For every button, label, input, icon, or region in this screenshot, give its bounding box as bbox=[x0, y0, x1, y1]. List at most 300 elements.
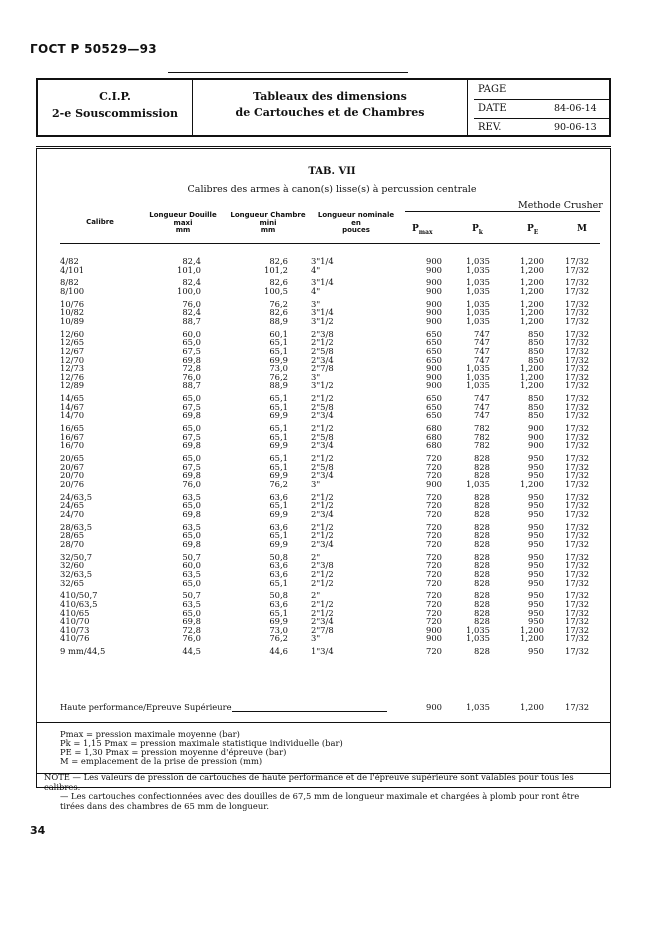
chambre-cell: 65,1 bbox=[269, 530, 288, 541]
pe-cell: 850 bbox=[528, 346, 544, 356]
calibre-cell: 14/67 bbox=[60, 401, 85, 412]
m-cell: 17/32 bbox=[565, 440, 590, 451]
pmax-cell: 650 bbox=[426, 410, 442, 421]
calibre-cell: 8/100 bbox=[60, 286, 85, 296]
pe-cell: 950 bbox=[528, 607, 544, 618]
legend-pe: PE = 1,30 Pmax = pression moyenne d'épreuve (bar) bbox=[60, 747, 287, 757]
m-cell: 17/32 bbox=[565, 453, 590, 464]
douille-cell: 69,8 bbox=[182, 470, 201, 481]
table-row bbox=[0, 579, 664, 588]
pmax-cell: 900 bbox=[426, 633, 442, 644]
pe-cell: 850 bbox=[528, 393, 544, 404]
pe-cell: 950 bbox=[528, 646, 544, 657]
pe-cell: 900 bbox=[528, 440, 544, 451]
m-cell: 17/32 bbox=[565, 530, 590, 541]
m-cell: 17/32 bbox=[565, 431, 590, 442]
douille-cell: 69,8 bbox=[182, 616, 201, 627]
m-cell: 17/32 bbox=[565, 380, 590, 391]
chambre-cell: 69,9 bbox=[269, 539, 288, 549]
method-label: Methode Crusher bbox=[518, 200, 603, 211]
douille-cell: 76,0 bbox=[182, 479, 201, 489]
calibre-cell: 28/65 bbox=[60, 530, 85, 541]
chambre-cell: 63,6 bbox=[269, 569, 288, 579]
m-cell: 17/32 bbox=[565, 328, 590, 339]
nominale-cell: 3" bbox=[311, 479, 321, 489]
m-cell: 17/32 bbox=[565, 423, 590, 434]
m-cell: 17/32 bbox=[565, 646, 590, 657]
nominale-cell: 2"5/8 bbox=[311, 401, 334, 412]
douille-cell: 63,5 bbox=[182, 569, 201, 579]
m-cell: 17/32 bbox=[565, 616, 590, 627]
calibre-cell: 410/50,7 bbox=[60, 590, 98, 601]
standard-code: ГОСТ Р 50529—93 bbox=[30, 42, 157, 56]
calibre-cell: 14/65 bbox=[60, 393, 85, 404]
chambre-cell: 50,8 bbox=[269, 551, 288, 562]
chambre-cell: 76,2 bbox=[269, 479, 288, 489]
legend-pmax: Pmax = pression maximale moyenne (bar) bbox=[60, 729, 240, 739]
nominale-cell: 2"7/8 bbox=[311, 624, 334, 635]
pk-cell: 828 bbox=[474, 470, 490, 481]
performance-pmax: 900 bbox=[426, 702, 442, 712]
chambre-cell: 65,1 bbox=[269, 337, 288, 348]
pe-cell: 950 bbox=[528, 577, 544, 588]
douille-cell: 82,4 bbox=[182, 307, 201, 318]
pe-cell: 950 bbox=[528, 461, 544, 472]
calibre-cell: 12/70 bbox=[60, 354, 85, 365]
pmax-cell: 720 bbox=[426, 509, 442, 519]
m-cell: 17/32 bbox=[565, 286, 590, 296]
pmax-cell: 680 bbox=[426, 423, 442, 434]
calibre-cell: 20/67 bbox=[60, 461, 85, 472]
org-name: C.I.P. bbox=[99, 90, 131, 103]
pmax-cell: 900 bbox=[426, 264, 442, 275]
pe-cell: 950 bbox=[528, 491, 544, 502]
chambre-cell: 44,6 bbox=[269, 646, 288, 657]
nominale-cell: 2"1/2 bbox=[311, 569, 334, 579]
nominale-cell: 2"3/4 bbox=[311, 616, 334, 627]
douille-cell: 67,5 bbox=[182, 346, 201, 356]
pmax-cell: 900 bbox=[426, 363, 442, 374]
chambre-cell: 100,5 bbox=[264, 286, 288, 296]
chambre-cell: 88,9 bbox=[269, 380, 288, 391]
table-row bbox=[0, 381, 664, 390]
pk-cell: 782 bbox=[474, 431, 490, 442]
pmax-cell: 720 bbox=[426, 530, 442, 541]
pmax-cell: 720 bbox=[426, 590, 442, 601]
chambre-cell: 101,2 bbox=[264, 264, 288, 275]
nominale-cell: 3"1/4 bbox=[311, 256, 334, 266]
m-cell: 17/32 bbox=[565, 509, 590, 519]
calibre-cell: 10/82 bbox=[60, 307, 85, 318]
pe-cell: 950 bbox=[528, 590, 544, 601]
douille-cell: 101,0 bbox=[177, 264, 201, 275]
m-cell: 17/32 bbox=[565, 307, 590, 318]
table-subtitle: Calibres des armes à canon(s) lisse(s) à percussion centrale bbox=[187, 184, 477, 195]
douille-cell: 65,0 bbox=[182, 577, 201, 588]
nominale-cell: 2"1/2 bbox=[311, 491, 334, 502]
pe-cell: 950 bbox=[528, 470, 544, 481]
table-row bbox=[0, 634, 664, 643]
pe-cell: 900 bbox=[528, 423, 544, 434]
douille-cell: 65,0 bbox=[182, 530, 201, 541]
calibre-cell: 12/89 bbox=[60, 380, 85, 391]
pk-cell: 828 bbox=[474, 521, 490, 532]
pmax-cell: 720 bbox=[426, 551, 442, 562]
chambre-cell: 65,1 bbox=[269, 461, 288, 472]
col-header-m: M bbox=[577, 224, 587, 234]
pk-cell: 1,035 bbox=[466, 380, 490, 391]
header-title-line2: de Cartouches et de Chambres bbox=[235, 106, 425, 119]
douille-cell: 76,0 bbox=[182, 371, 201, 382]
pk-cell: 1,035 bbox=[466, 624, 490, 635]
nominale-cell: 3"1/4 bbox=[311, 277, 334, 288]
col-header-chambre: Longueur Chambre mini mm bbox=[230, 211, 306, 234]
nominale-cell: 2"3/4 bbox=[311, 539, 334, 549]
nominale-cell: 2"7/8 bbox=[311, 363, 334, 374]
calibre-cell: 410/70 bbox=[60, 616, 90, 627]
douille-cell: 76,0 bbox=[182, 298, 201, 309]
calibre-cell: 8/82 bbox=[60, 277, 79, 288]
page-number: 34 bbox=[30, 824, 46, 837]
pe-cell: 850 bbox=[528, 410, 544, 421]
col-header-calibre: Calibre bbox=[86, 218, 114, 226]
chambre-cell: 63,6 bbox=[269, 599, 288, 609]
pmax-cell: 720 bbox=[426, 569, 442, 579]
calibre-cell: 28/70 bbox=[60, 539, 85, 549]
chambre-cell: 69,9 bbox=[269, 470, 288, 481]
calibre-cell: 20/76 bbox=[60, 479, 85, 489]
pe-cell: 850 bbox=[528, 401, 544, 412]
chambre-cell: 65,1 bbox=[269, 607, 288, 618]
m-cell: 17/32 bbox=[565, 599, 590, 609]
m-cell: 17/32 bbox=[565, 316, 590, 326]
douille-cell: 88,7 bbox=[182, 316, 201, 326]
m-cell: 17/32 bbox=[565, 277, 590, 288]
pk-cell: 828 bbox=[474, 646, 490, 657]
pe-cell: 950 bbox=[528, 599, 544, 609]
chambre-cell: 76,2 bbox=[269, 633, 288, 644]
m-cell: 17/32 bbox=[565, 410, 590, 421]
calibre-cell: 14/70 bbox=[60, 410, 85, 421]
calibre-cell: 410/76 bbox=[60, 633, 90, 644]
m-cell: 17/32 bbox=[565, 354, 590, 365]
nominale-cell: 2"1/2 bbox=[311, 607, 334, 618]
douille-cell: 82,4 bbox=[182, 277, 201, 288]
pk-cell: 828 bbox=[474, 590, 490, 601]
chambre-cell: 69,9 bbox=[269, 440, 288, 451]
calibre-cell: 9 mm/44,5 bbox=[60, 646, 106, 657]
calibre-cell: 12/76 bbox=[60, 371, 85, 382]
pe-cell: 850 bbox=[528, 354, 544, 365]
pmax-cell: 650 bbox=[426, 354, 442, 365]
pe-cell: 1,200 bbox=[520, 286, 544, 296]
col-header-nominale: Longueur nominale en pouces bbox=[317, 211, 395, 234]
pk-cell: 1,035 bbox=[466, 264, 490, 275]
table-row bbox=[0, 317, 664, 326]
chambre-cell: 88,9 bbox=[269, 316, 288, 326]
nominale-cell: 3" bbox=[311, 371, 321, 382]
chambre-cell: 73,0 bbox=[269, 363, 288, 374]
chambre-cell: 82,6 bbox=[269, 277, 288, 288]
pe-cell: 950 bbox=[528, 560, 544, 571]
pk-cell: 1,035 bbox=[466, 316, 490, 326]
nominale-cell: 2"1/2 bbox=[311, 599, 334, 609]
nominale-cell: 2"3/4 bbox=[311, 470, 334, 481]
calibre-cell: 12/67 bbox=[60, 346, 85, 356]
douille-cell: 65,0 bbox=[182, 393, 201, 404]
pe-cell: 1,200 bbox=[520, 256, 544, 266]
subcommission: 2-e Souscommission bbox=[52, 107, 178, 120]
douille-cell: 69,8 bbox=[182, 410, 201, 421]
douille-cell: 67,5 bbox=[182, 401, 201, 412]
performance-pe: 1,200 bbox=[520, 702, 544, 712]
douille-cell: 100,0 bbox=[177, 286, 201, 296]
m-cell: 17/32 bbox=[565, 607, 590, 618]
pk-cell: 828 bbox=[474, 560, 490, 571]
pk-cell: 828 bbox=[474, 530, 490, 541]
table-row bbox=[0, 266, 664, 275]
nominale-cell: 3" bbox=[311, 298, 321, 309]
calibre-cell: 32/65 bbox=[60, 577, 85, 588]
nominale-cell: 3"1/2 bbox=[311, 316, 334, 326]
calibre-cell: 32/50,7 bbox=[60, 551, 93, 562]
nominale-cell: 2"1/2 bbox=[311, 530, 334, 541]
pmax-cell: 720 bbox=[426, 491, 442, 502]
m-cell: 17/32 bbox=[565, 560, 590, 571]
table-row bbox=[0, 647, 664, 656]
m-cell: 17/32 bbox=[565, 577, 590, 588]
pe-cell: 850 bbox=[528, 328, 544, 339]
calibre-cell: 24/63,5 bbox=[60, 491, 93, 502]
m-cell: 17/32 bbox=[565, 461, 590, 472]
pk-cell: 828 bbox=[474, 509, 490, 519]
chambre-cell: 76,2 bbox=[269, 371, 288, 382]
chambre-cell: 60,1 bbox=[269, 328, 288, 339]
pk-cell: 747 bbox=[474, 354, 490, 365]
douille-cell: 69,8 bbox=[182, 440, 201, 451]
m-cell: 17/32 bbox=[565, 363, 590, 374]
douille-cell: 60,0 bbox=[182, 328, 201, 339]
chambre-cell: 65,1 bbox=[269, 346, 288, 356]
chambre-cell: 65,1 bbox=[269, 500, 288, 511]
pk-cell: 828 bbox=[474, 569, 490, 579]
chambre-cell: 69,9 bbox=[269, 509, 288, 519]
douille-cell: 88,7 bbox=[182, 380, 201, 391]
pmax-cell: 650 bbox=[426, 346, 442, 356]
pk-cell: 828 bbox=[474, 539, 490, 549]
pe-cell: 1,200 bbox=[520, 264, 544, 275]
pk-cell: 747 bbox=[474, 401, 490, 412]
m-cell: 17/32 bbox=[565, 371, 590, 382]
douille-cell: 44,5 bbox=[182, 646, 201, 657]
chambre-cell: 76,2 bbox=[269, 298, 288, 309]
nominale-cell: 2"1/2 bbox=[311, 453, 334, 464]
pk-cell: 828 bbox=[474, 607, 490, 618]
pe-cell: 950 bbox=[528, 530, 544, 541]
calibre-cell: 16/70 bbox=[60, 440, 85, 451]
douille-cell: 76,0 bbox=[182, 633, 201, 644]
calibre-cell: 4/101 bbox=[60, 264, 85, 275]
m-cell: 17/32 bbox=[565, 479, 590, 489]
calibre-cell: 12/73 bbox=[60, 363, 85, 374]
pe-cell: 1,200 bbox=[520, 363, 544, 374]
calibre-cell: 10/76 bbox=[60, 298, 85, 309]
calibre-cell: 32/63,5 bbox=[60, 569, 93, 579]
pmax-cell: 720 bbox=[426, 453, 442, 464]
nominale-cell: 2"5/8 bbox=[311, 461, 334, 472]
douille-cell: 82,4 bbox=[182, 256, 201, 266]
douille-cell: 63,5 bbox=[182, 521, 201, 532]
calibre-cell: 20/65 bbox=[60, 453, 85, 464]
pe-cell: 950 bbox=[528, 539, 544, 549]
nominale-cell: 2"5/8 bbox=[311, 346, 334, 356]
footer-separator bbox=[36, 722, 611, 723]
pe-cell: 1,200 bbox=[520, 633, 544, 644]
pk-cell: 1,035 bbox=[466, 371, 490, 382]
calibre-cell: 410/63,5 bbox=[60, 599, 98, 609]
pe-cell: 950 bbox=[528, 521, 544, 532]
douille-cell: 69,8 bbox=[182, 509, 201, 519]
pe-cell: 950 bbox=[528, 453, 544, 464]
pmax-cell: 900 bbox=[426, 286, 442, 296]
m-cell: 17/32 bbox=[565, 298, 590, 309]
pk-cell: 1,035 bbox=[466, 277, 490, 288]
note-block bbox=[44, 773, 604, 811]
calibre-cell: 12/65 bbox=[60, 337, 85, 348]
pmax-cell: 720 bbox=[426, 646, 442, 657]
nominale-cell: 2"3/4 bbox=[311, 354, 334, 365]
col-header-pe: $P_E$ bbox=[527, 224, 539, 236]
chambre-cell: 82,6 bbox=[269, 256, 288, 266]
chambre-cell: 65,1 bbox=[269, 453, 288, 464]
pk-cell: 828 bbox=[474, 453, 490, 464]
pk-cell: 1,035 bbox=[466, 633, 490, 644]
pe-cell: 850 bbox=[528, 337, 544, 348]
pk-cell: 1,035 bbox=[466, 307, 490, 318]
pe-cell: 1,200 bbox=[520, 316, 544, 326]
table-row bbox=[0, 540, 664, 549]
date-value: 84-06-14 bbox=[554, 103, 597, 114]
nominale-cell: 2"1/2 bbox=[311, 393, 334, 404]
pk-cell: 782 bbox=[474, 440, 490, 451]
pmax-cell: 680 bbox=[426, 440, 442, 451]
col-header-pk: $P_k$ bbox=[472, 224, 483, 236]
nominale-cell: 2"3/4 bbox=[311, 509, 334, 519]
performance-label: Haute performance/Epreuve Supérieure bbox=[60, 702, 232, 712]
pe-cell: 1,200 bbox=[520, 307, 544, 318]
table-row bbox=[0, 441, 664, 450]
pmax-cell: 900 bbox=[426, 307, 442, 318]
pk-cell: 828 bbox=[474, 577, 490, 588]
pmax-cell: 720 bbox=[426, 521, 442, 532]
nominale-cell: 3" bbox=[311, 633, 321, 644]
douille-cell: 72,8 bbox=[182, 363, 201, 374]
douille-cell: 69,8 bbox=[182, 354, 201, 365]
chambre-cell: 69,9 bbox=[269, 616, 288, 627]
nominale-cell: 4" bbox=[311, 286, 321, 296]
table-row bbox=[0, 287, 664, 296]
header-title-line1: Tableaux des dimensions bbox=[253, 90, 407, 103]
col-header-pmax: $P_{max}$ bbox=[412, 224, 433, 236]
calibre-cell: 32/60 bbox=[60, 560, 85, 571]
m-cell: 17/32 bbox=[565, 264, 590, 275]
note-line-1: NOTE — Les valeurs de pression de cartouches de haute performance et de l'épreuve supérieure sont valables pour tous les calibres. bbox=[44, 772, 574, 792]
m-cell: 17/32 bbox=[565, 551, 590, 562]
pk-cell: 1,035 bbox=[466, 479, 490, 489]
nominale-cell: 2"3/4 bbox=[311, 410, 334, 421]
pmax-cell: 720 bbox=[426, 500, 442, 511]
pe-cell: 1,200 bbox=[520, 479, 544, 489]
m-cell: 17/32 bbox=[565, 624, 590, 635]
m-cell: 17/32 bbox=[565, 491, 590, 502]
pk-cell: 828 bbox=[474, 551, 490, 562]
performance-pk: 1,035 bbox=[466, 702, 490, 712]
nominale-cell: 2"3/8 bbox=[311, 328, 334, 339]
calibre-cell: 16/67 bbox=[60, 431, 85, 442]
pe-cell: 950 bbox=[528, 509, 544, 519]
douille-cell: 50,7 bbox=[182, 590, 201, 601]
m-cell: 17/32 bbox=[565, 633, 590, 644]
pmax-cell: 720 bbox=[426, 461, 442, 472]
legend-m: M = emplacement de la prise de pression (mm) bbox=[60, 756, 263, 766]
nominale-cell: 2"1/2 bbox=[311, 521, 334, 532]
pk-cell: 828 bbox=[474, 616, 490, 627]
calibre-cell: 12/60 bbox=[60, 328, 85, 339]
pe-cell: 950 bbox=[528, 569, 544, 579]
pmax-cell: 720 bbox=[426, 616, 442, 627]
note-line-2: — Les cartouches confectionnées avec des douilles de 67,5 mm de longueur maximale et chargées à plomb pour ront être tirées dans des chambres de 65 mm de longueur. bbox=[60, 791, 580, 811]
douille-cell: 65,0 bbox=[182, 453, 201, 464]
pk-cell: 828 bbox=[474, 500, 490, 511]
page-label: PAGE bbox=[478, 84, 507, 95]
chambre-cell: 69,9 bbox=[269, 410, 288, 421]
pe-cell: 1,200 bbox=[520, 624, 544, 635]
pmax-cell: 900 bbox=[426, 380, 442, 391]
nominale-cell: 2"1/2 bbox=[311, 577, 334, 588]
m-cell: 17/32 bbox=[565, 590, 590, 601]
chambre-cell: 65,1 bbox=[269, 423, 288, 434]
douille-cell: 65,0 bbox=[182, 423, 201, 434]
m-cell: 17/32 bbox=[565, 500, 590, 511]
calibre-cell: 410/73 bbox=[60, 624, 90, 635]
chambre-cell: 50,8 bbox=[269, 590, 288, 601]
m-cell: 17/32 bbox=[565, 569, 590, 579]
pk-cell: 1,035 bbox=[466, 256, 490, 266]
pk-cell: 747 bbox=[474, 393, 490, 404]
table-row bbox=[0, 510, 664, 519]
douille-cell: 65,0 bbox=[182, 500, 201, 511]
rev-value: 90-06-13 bbox=[554, 122, 597, 133]
pmax-cell: 900 bbox=[426, 371, 442, 382]
pe-cell: 1,200 bbox=[520, 298, 544, 309]
m-cell: 17/32 bbox=[565, 337, 590, 348]
m-cell: 17/32 bbox=[565, 521, 590, 532]
calibre-cell: 410/65 bbox=[60, 607, 90, 618]
calibre-cell: 4/82 bbox=[60, 256, 79, 266]
pk-cell: 747 bbox=[474, 328, 490, 339]
pk-cell: 782 bbox=[474, 423, 490, 434]
chambre-cell: 65,1 bbox=[269, 401, 288, 412]
nominale-cell: 2"1/2 bbox=[311, 500, 334, 511]
pmax-cell: 900 bbox=[426, 277, 442, 288]
pk-cell: 828 bbox=[474, 599, 490, 609]
pmax-cell: 900 bbox=[426, 479, 442, 489]
pe-cell: 950 bbox=[528, 616, 544, 627]
chambre-cell: 65,1 bbox=[269, 431, 288, 442]
pe-cell: 900 bbox=[528, 431, 544, 442]
m-cell: 17/32 bbox=[565, 470, 590, 481]
nominale-cell: 4" bbox=[311, 264, 321, 275]
